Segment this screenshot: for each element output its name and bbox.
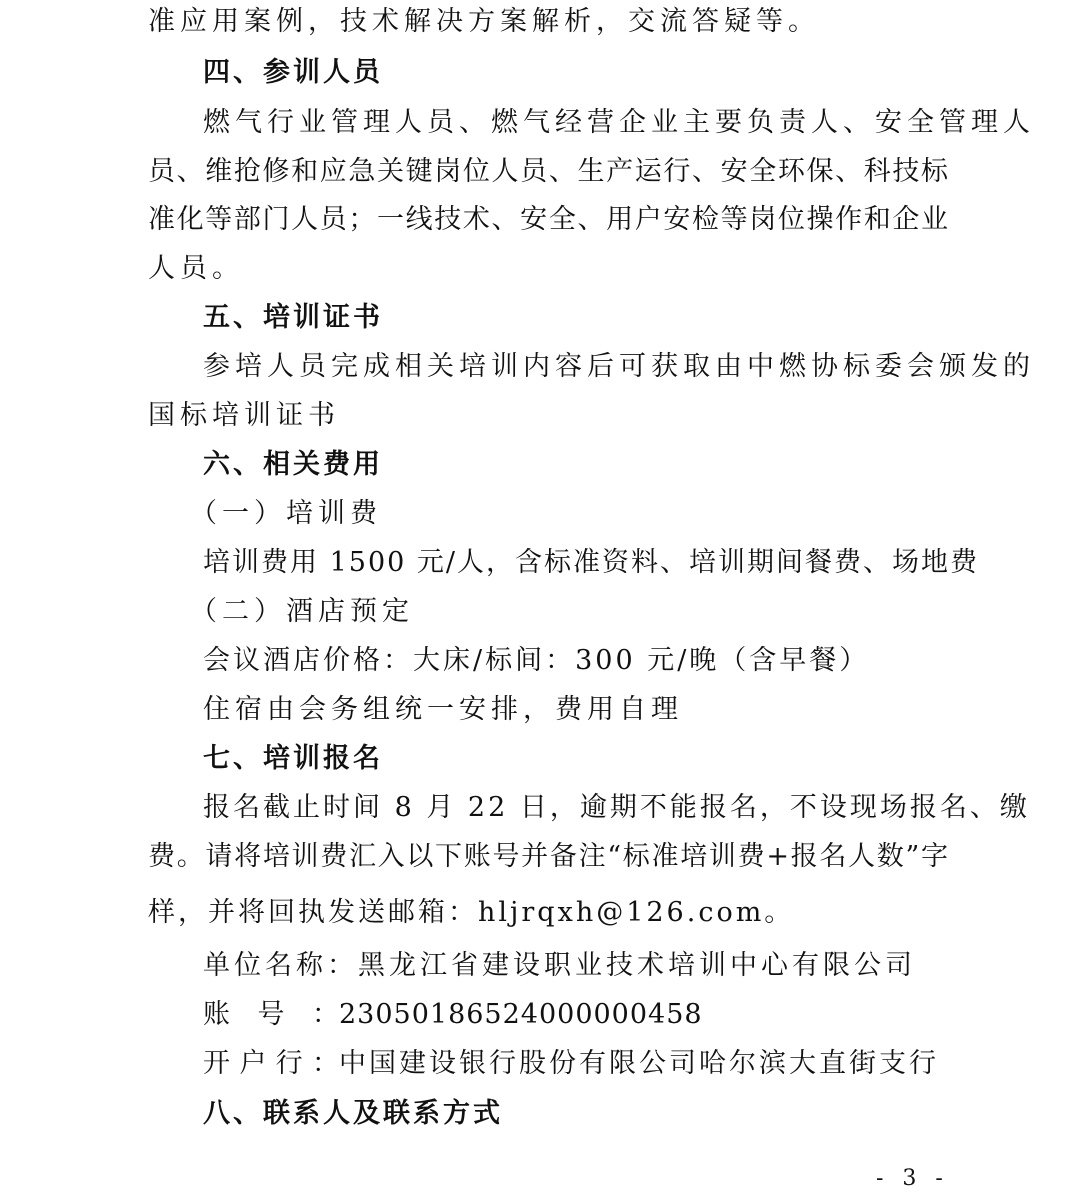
paragraph-line: 准应用案例，技术解决方案解析，交流答疑等。: [148, 6, 820, 37]
paragraph-line: 费。请将培训费汇入以下账号并备注“标准培训费+报名人数”字: [148, 841, 948, 872]
paragraph-line: 参培人员完成相关培训内容后可获取由中燃协标委会颁发的: [203, 351, 1035, 382]
section-heading-registration: 七、培训报名: [203, 743, 383, 774]
section-heading-certificate: 五、培训证书: [203, 302, 383, 333]
paragraph-line: 燃气行业管理人员、燃气经营企业主要负责人、安全管理人: [203, 107, 1035, 138]
paragraph-line: 培训费用 1500 元/人，含标准资料、培训期间餐费、场地费: [203, 547, 979, 578]
account-number-value: 23050186524000000458: [339, 999, 703, 1030]
account-number-row: [203, 999, 1003, 1031]
page-number: - 3 -: [876, 1166, 949, 1191]
subsection-heading-hotel: （二）酒店预定: [190, 596, 414, 627]
paragraph-line: 报名截止时间 8 月 22 日，逾期不能报名，不设现场报名、缴: [203, 792, 1030, 823]
subsection-heading-training-fee: （一）培训费: [190, 498, 382, 529]
paragraph-line: 住宿由会务组统一安排，费用自理: [203, 694, 683, 725]
paragraph-line: 会议酒店价格：大床/标间：300 元/晚（含早餐）: [203, 645, 870, 676]
paragraph-line: 人员。: [148, 253, 244, 284]
account-name-label: 单位名称：: [203, 950, 358, 981]
account-name-value: 黑龙江省建设职业技术培训中心有限公司: [358, 950, 916, 981]
paragraph-line: 国标培训证书: [148, 400, 340, 431]
section-heading-contacts: 八、联系人及联系方式: [203, 1098, 503, 1129]
section-heading-participants: 四、参训人员: [203, 57, 383, 88]
account-name-row: [203, 950, 1003, 982]
bank-row: [203, 1048, 1003, 1080]
paragraph-line: 员、维抢修和应急关键岗位人员、生产运行、安全环保、科技标: [148, 156, 948, 187]
account-number-label: 账号：: [203, 999, 339, 1030]
paragraph-line: 准化等部门人员；一线技术、安全、用户安检等岗位操作和企业: [148, 204, 948, 235]
paragraph-line: 样，并将回执发送邮箱：hljrqxh@126.com。: [148, 897, 795, 928]
bank-value: 中国建设银行股份有限公司哈尔滨大直街支行: [339, 1048, 939, 1079]
bank-label: 开户行：: [203, 1048, 339, 1079]
section-heading-fees: 六、相关费用: [203, 449, 383, 480]
